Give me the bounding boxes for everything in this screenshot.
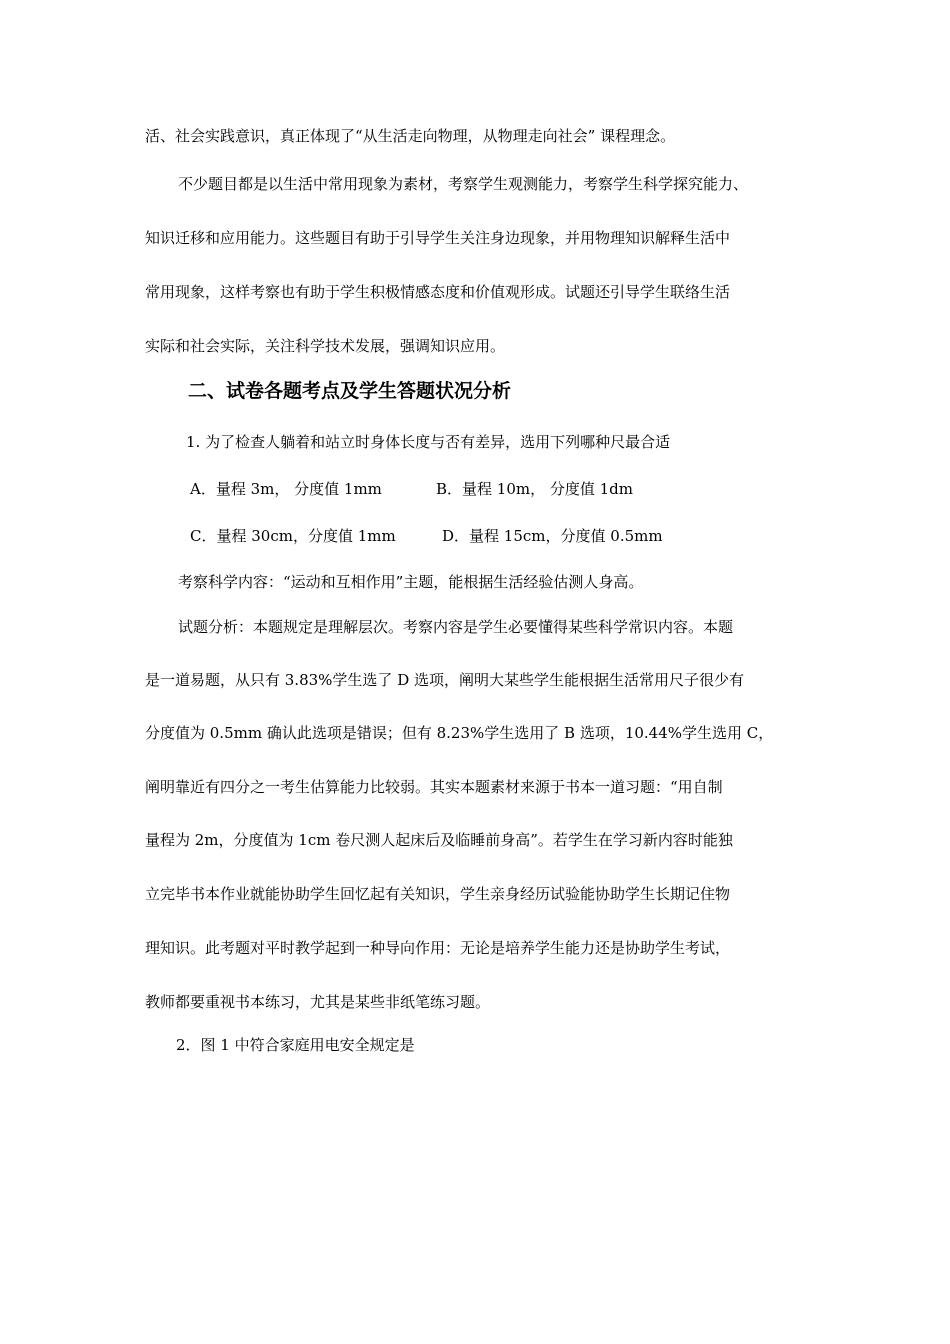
option-a: A．量程 3m， 分度值 1mm	[190, 480, 382, 498]
analysis-line: 试题分析：本题规定是理解层次。考察内容是学生必要懂得某些科学常识内容。本题	[178, 618, 734, 636]
question-stem: 1. 为了检查人躺着和站立时身体长度与否有差异，选用下列哪种尺最合适	[186, 433, 671, 451]
analysis-line: 是一道易题，从只有 3.83%学生选了 D 选项，阐明大某些学生能根据生活常用尺子很少有	[145, 671, 744, 689]
content-line: 考察科学内容：“运动和互相作用”主题，能根据生活经验估测人身高。	[178, 573, 644, 591]
option-d: D．量程 15cm，分度值 0.5mm	[442, 527, 663, 545]
question-stem: 2．图 1 中符合家庭用电安全规定是	[176, 1036, 415, 1054]
analysis-line: 分度值为 0.5mm 确认此选项是错误；但有 8.23%学生选用了 B 选项，10.44%学生选用 C，	[145, 724, 774, 742]
analysis-line: 阐明靠近有四分之一考生估算能力比较弱。其实本题素材来源于书本一道习题：“用自制	[145, 778, 723, 796]
option-b: B．量程 10m， 分度值 1dm	[436, 480, 634, 498]
paragraph-line: 实际和社会实际，关注科学技术发展，强调知识应用。	[145, 337, 506, 355]
analysis-line: 量程为 2m，分度值为 1cm 卷尺测人起床后及临睡前身高”。若学生在学习新内容时能独	[145, 831, 733, 849]
paragraph-line: 活、社会实践意识，真正体现了“从生活走向物理，从物理走向社会” 课程理念。	[145, 127, 676, 145]
paragraph-line: 不少题目都是以生活中常用现象为素材，考察学生观测能力，考察学生科学探究能力、	[178, 175, 749, 193]
section-heading: 二、试卷各题考点及学生答题状况分析	[188, 380, 512, 402]
option-c: C．量程 30cm，分度值 1mm	[190, 527, 396, 545]
analysis-line: 理知识。此考题对平时教学起到一种导向作用：无论是培养学生能力还是协助学生考试，	[145, 939, 731, 957]
paragraph-line: 常用现象，这样考察也有助于学生积极情感态度和价值观形成。试题还引导学生联络生活	[145, 283, 731, 301]
analysis-line: 教师都要重视书本练习，尤其是某些非纸笔练习题。	[145, 993, 491, 1011]
analysis-line: 立完毕书本作业就能协助学生回忆起有关知识，学生亲身经历试验能协助学生长期记住物	[145, 885, 731, 903]
paragraph-line: 知识迁移和应用能力。这些题目有助于引导学生关注身边现象，并用物理知识解释生活中	[145, 229, 731, 247]
